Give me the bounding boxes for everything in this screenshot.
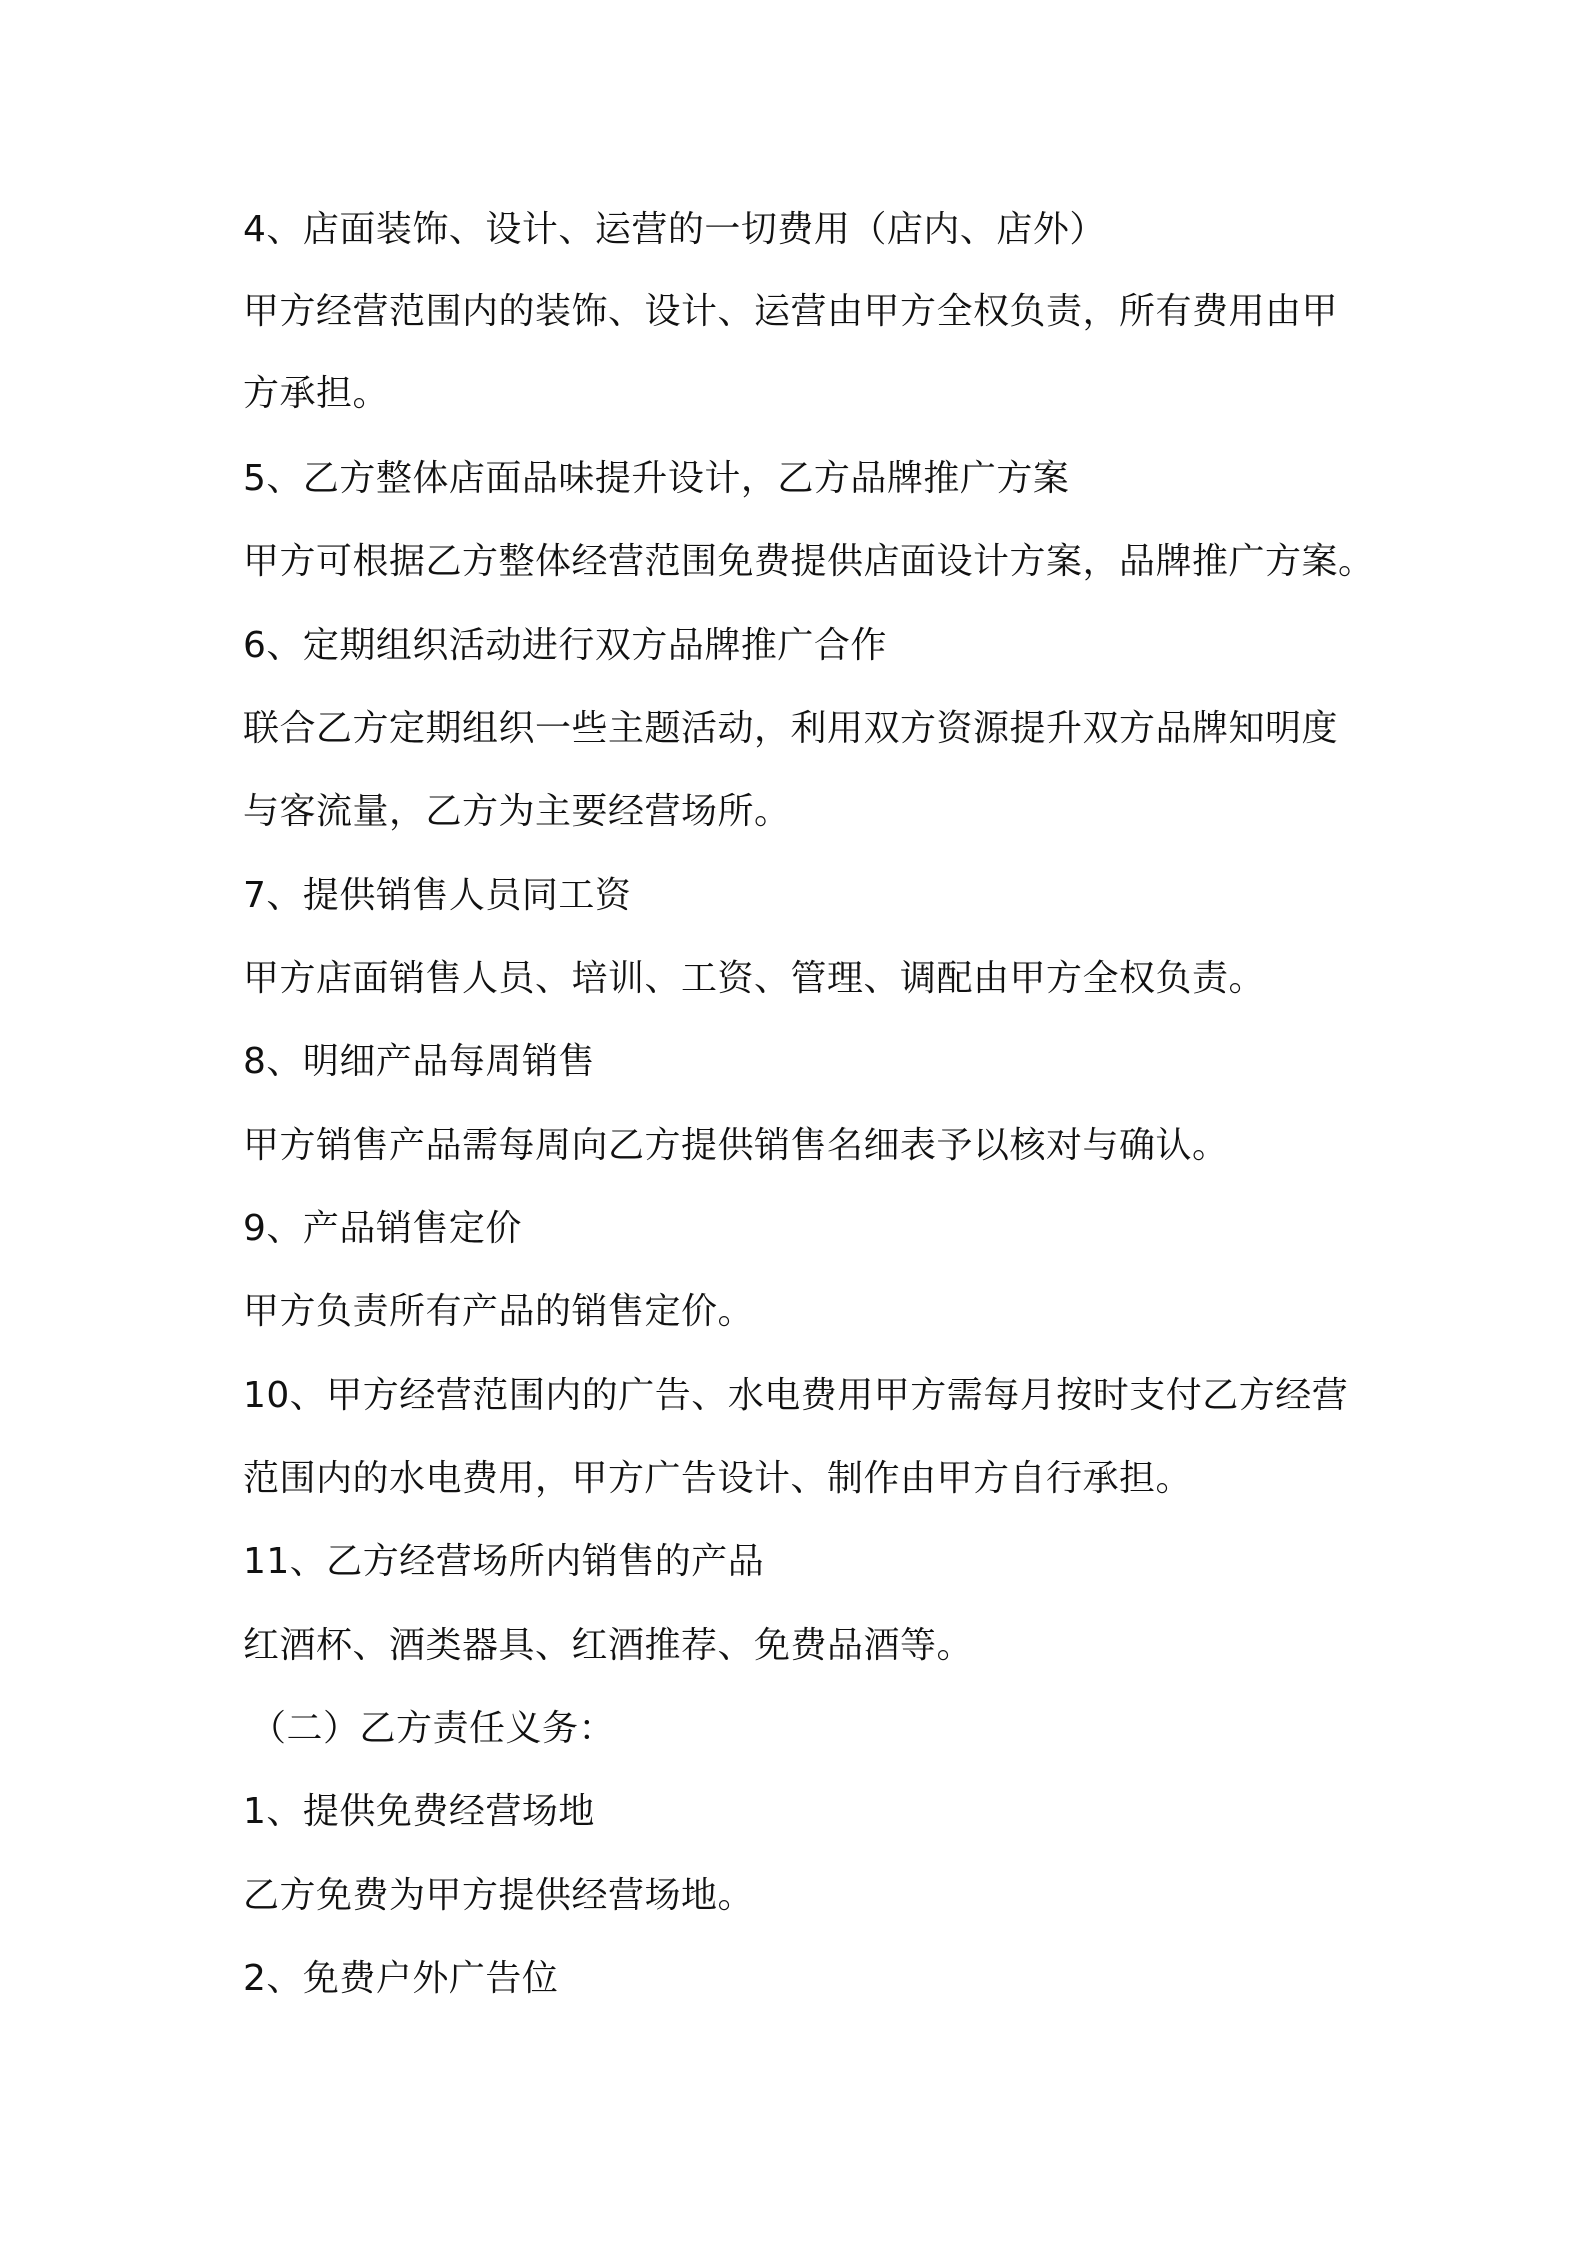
section-party-b-duties-heading: （二）乙方责任义务：	[250, 1708, 616, 1749]
clause-6-body-line-1: 联合乙方定期组织一些主题活动，利用双方资源提升双方品牌知明度	[243, 708, 1339, 749]
clause-5-body: 甲方可根据乙方整体经营范围免费提供店面设计方案，品牌推广方案。	[243, 541, 1375, 582]
party-b-clause-1-body: 乙方免费为甲方提供经营场地。	[243, 1875, 755, 1916]
clause-9-heading: 9、产品销售定价	[243, 1208, 522, 1249]
clause-11-body: 红酒杯、酒类器具、红酒推荐、免费品酒等。	[243, 1625, 974, 1666]
clause-9-body: 甲方负责所有产品的销售定价。	[243, 1291, 755, 1332]
clause-6-heading: 6、定期组织活动进行双方品牌推广合作	[243, 625, 887, 666]
clause-10-line-2: 范围内的水电费用，甲方广告设计、制作由甲方自行承担。	[243, 1458, 1193, 1499]
clause-10-line-1: 10、甲方经营范围内的广告、水电费用甲方需每月按时支付乙方经营	[243, 1375, 1349, 1416]
clause-7-body: 甲方店面销售人员、培训、工资、管理、调配由甲方全权负责。	[243, 958, 1266, 999]
party-b-clause-1-heading: 1、提供免费经营场地	[243, 1791, 595, 1832]
party-b-clause-2-heading: 2、免费户外广告位	[243, 1958, 559, 1999]
clause-5-heading: 5、乙方整体店面品味提升设计，乙方品牌推广方案	[243, 458, 1070, 499]
clause-4-body-line-2: 方承担。	[243, 373, 390, 414]
clause-4-heading: 4、店面装饰、设计、运营的一切费用（店内、店外）	[243, 209, 1106, 250]
clause-8-heading: 8、明细产品每周销售	[243, 1041, 595, 1082]
clause-8-body: 甲方销售产品需每周向乙方提供销售名细表予以核对与确认。	[243, 1125, 1229, 1166]
clause-6-body-line-2: 与客流量，乙方为主要经营场所。	[243, 791, 791, 832]
clause-11-heading: 11、乙方经营场所内销售的产品	[243, 1541, 765, 1582]
clause-7-heading: 7、提供销售人员同工资	[243, 875, 632, 916]
clause-4-body-line-1: 甲方经营范围内的装饰、设计、运营由甲方全权负责，所有费用由甲	[243, 291, 1339, 332]
